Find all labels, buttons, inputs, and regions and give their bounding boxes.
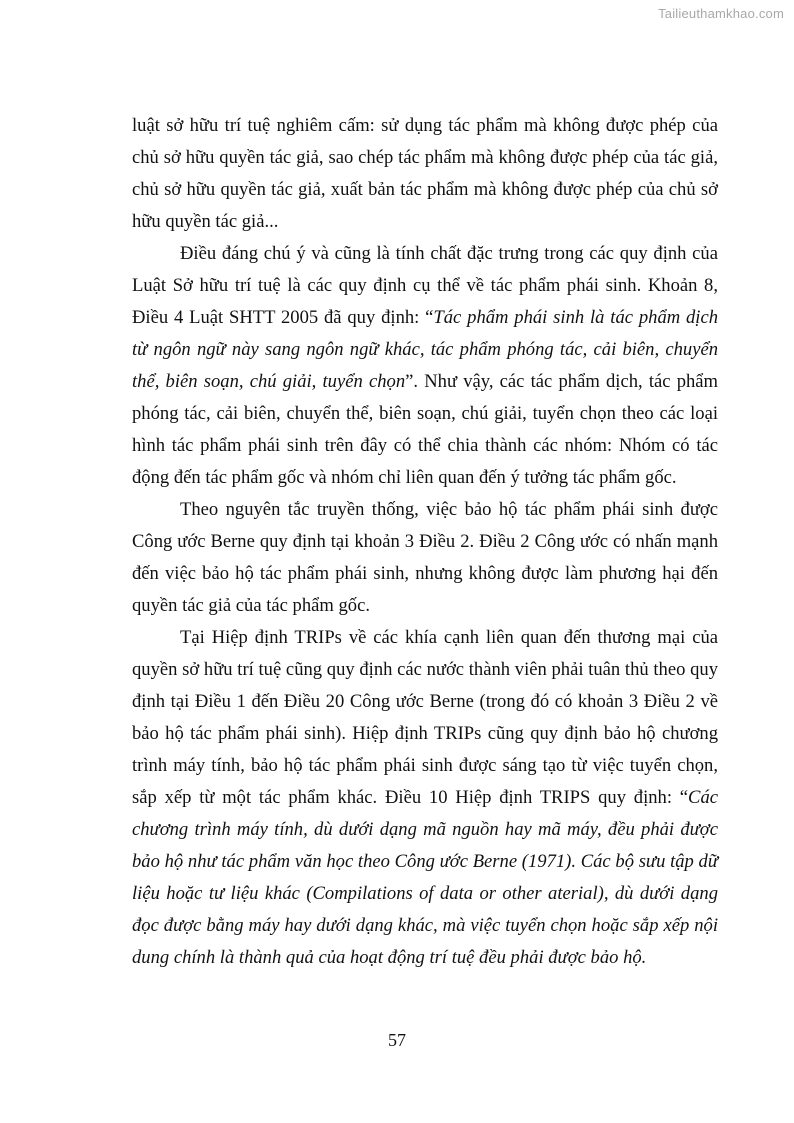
paragraph-4	[132, 622, 718, 974]
paragraph-2-text-b: ”. Như vậy, các tác phẩm dịch, tác phẩm phóng tác, cải biên, chuyển thể, biên soạn, chú giải, tuyển chọn theo các loại hình tác phẩm phái sinh trên đây có thể chia thành các nhóm: Nhóm có tác động đến tác phẩm gốc và nhóm chỉ liên quan đến ý tưởng tác phẩm gốc.	[132, 371, 719, 488]
paragraph-1: luật sở hữu trí tuệ nghiêm cấm: sử dụng tác phẩm mà không được phép của chủ sở hữu quyền tác giả, sao chép tác phẩm mà không được phép của tác giả, chủ sở hữu quyền tác giả, xuất bản tác phẩm mà không được phép của chủ sở hữu quyền tác giả...	[132, 115, 718, 232]
paragraph-4-quote: Các chương trình máy tính, dù dưới dạng mã nguồn hay mã máy, đều phải được bảo hộ như tác phẩm văn học theo Công ước Berne (1971). Các bộ sưu tập dữ liệu hoặc tư liệu khác (Compilations of data or other aterial), dù dưới dạng đọc được bằng máy hay dưới dạng khác, mà việc tuyển chọn hoặc sắp xếp nội dung chính là thành quả của hoạt động trí tuệ đều phải được bảo hộ.	[132, 787, 718, 968]
paragraph-4-text-a: Tại Hiệp định TRIPs về các khía cạnh liên quan đến thương mại của quyền sở hữu trí tuệ cũng quy định các nước thành viên phải tuân thủ theo quy định tại Điều 1 đến Điều 20 Công ước Berne (trong đó có khoản 3 Điều 2 về bảo hộ tác phẩm phái sinh). Hiệp định TRIPs cũng quy định bảo hộ chương trình máy tính, bảo hộ tác phẩm phái sinh được sáng tạo từ việc tuyển chọn, sắp xếp từ một tác phẩm khác. Điều 10 Hiệp định TRIPS quy định: “	[132, 627, 718, 808]
page-body	[132, 110, 718, 974]
paragraph-2-text-a: Điều đáng chú ý và cũng là tính chất đặc trưng trong các quy định của Luật Sở hữu trí tuệ là các quy định cụ thể về tác phẩm phái sinh. Khoản 8, Điều 4 Luật SHTT 2005 đã quy định: “	[132, 243, 718, 328]
watermark-text: Tailieuthamkhao.com	[658, 6, 784, 21]
paragraph-3: Theo nguyên tắc truyền thống, việc bảo hộ tác phẩm phái sinh được Công ước Berne quy định tại khoản 3 Điều 2. Điều 2 Công ước có nhấn mạnh đến việc bảo hộ tác phẩm phái sinh, nhưng không được làm phương hại đến quyền tác giả của tác phẩm gốc.	[132, 499, 718, 616]
paragraph-2	[132, 238, 718, 494]
paragraph-2-quote: Tác phẩm phái sinh là tác phẩm dịch từ ngôn ngữ này sang ngôn ngữ khác, tác phẩm phóng tác, cải biên, chuyển thể, biên soạn, chú giải, tuyển chọn	[132, 307, 719, 392]
page-number: 57	[388, 1030, 406, 1050]
